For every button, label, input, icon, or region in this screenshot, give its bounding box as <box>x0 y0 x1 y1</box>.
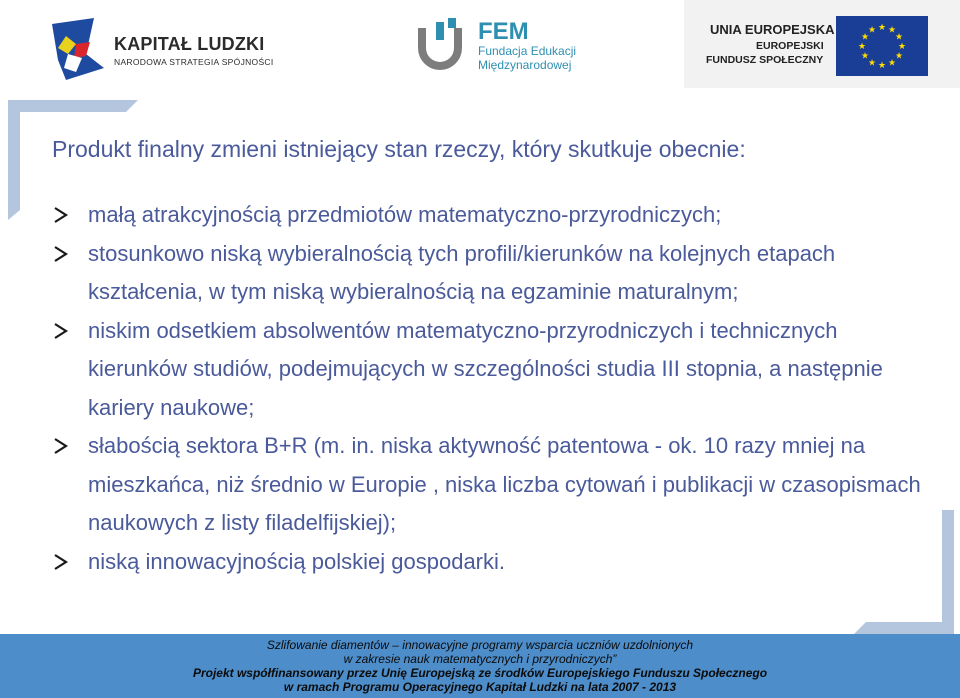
arrow-bullet-icon <box>52 312 72 350</box>
svg-text:★: ★ <box>887 58 897 69</box>
svg-text:★: ★ <box>894 32 904 43</box>
arrow-bullet-icon <box>52 543 72 581</box>
kapital-ludzki-title: KAPITAŁ LUDZKI <box>114 34 265 54</box>
slide-lead: Produkt finalny zmieni istniejący stan rzeczy, który skutkuje obecnie: <box>52 136 746 162</box>
bullet-text: niską innowacyjnością polskiej gospodarki. <box>88 548 506 574</box>
footer-line4: w ramach Programu Operacyjnego Kapitał Ludzki na lata 2007 - 2013 <box>283 680 677 694</box>
svg-text:★: ★ <box>887 25 897 36</box>
list-item <box>52 312 952 428</box>
fem-title: FEM <box>478 18 529 45</box>
svg-text:★: ★ <box>867 25 877 36</box>
fem-subtitle-line2: Międzynarodowej <box>478 58 572 72</box>
footer-banner <box>0 634 960 698</box>
svg-text:★: ★ <box>860 32 870 43</box>
bullet-text: słabością sektora B+R (m. in. niska aktywność patentowa - ok. 10 razy mniej na mieszkańca, niż średnio w Europie , niska liczba cytowań i publikacji w czasopismach naukowych z listy filadelfijskiej); <box>88 433 921 535</box>
list-item <box>52 196 952 235</box>
svg-text:★: ★ <box>894 51 904 62</box>
eu-line1: UNIA EUROPEJSKA <box>710 22 835 37</box>
svg-text:★: ★ <box>857 42 867 52</box>
svg-text:★: ★ <box>897 42 907 52</box>
bullet-text: małą atrakcyjnością przedmiotów matematyczno-przyrodniczych; <box>88 202 722 227</box>
arrow-bullet-icon <box>52 235 72 273</box>
list-item <box>52 427 952 543</box>
svg-text:★: ★ <box>860 51 870 62</box>
svg-text:★: ★ <box>877 61 887 71</box>
footer-lines <box>0 638 960 694</box>
arrow-bullet-icon <box>52 196 72 234</box>
footer-line1: Szlifowanie diamentów – innowacyjne programy wsparcia uczniów uzdolnionych <box>266 638 694 652</box>
list-item <box>52 235 952 312</box>
eu-line3: FUNDUSZ SPOŁECZNY <box>706 54 824 66</box>
svg-text:★: ★ <box>867 58 877 69</box>
svg-text:★: ★ <box>877 23 887 33</box>
fem-subtitle-line1: Fundacja Edukacji <box>478 44 577 58</box>
bullet-text: stosunkowo niską wybieralnością tych profili/kierunków na kolejnych etapach kształcenia, w tym niską wybieralnością na egzaminie maturalnym; <box>88 240 836 304</box>
arrow-bullet-icon <box>52 427 72 465</box>
footer-line3: Projekt współfinansowany przez Unię Europejską ze środków Europejskiego Funduszu Społecznego <box>192 666 768 680</box>
kapital-ludzki-subtitle: NARODOWA STRATEGIA SPÓJNOŚCI <box>114 57 274 67</box>
footer-line2: w zakresie nauk matematycznych i przyrodniczych” <box>343 652 617 666</box>
eu-line2: EUROPEJSKI <box>756 40 824 52</box>
bullet-list <box>52 196 952 581</box>
bullet-text: niskim odsetkiem absolwentów matematyczno-przyrodniczych i technicznych kierunków studiów, podejmujących w szczególności studia III stopnia, a następnie kariery naukowe; <box>88 317 883 420</box>
list-item <box>52 543 952 582</box>
